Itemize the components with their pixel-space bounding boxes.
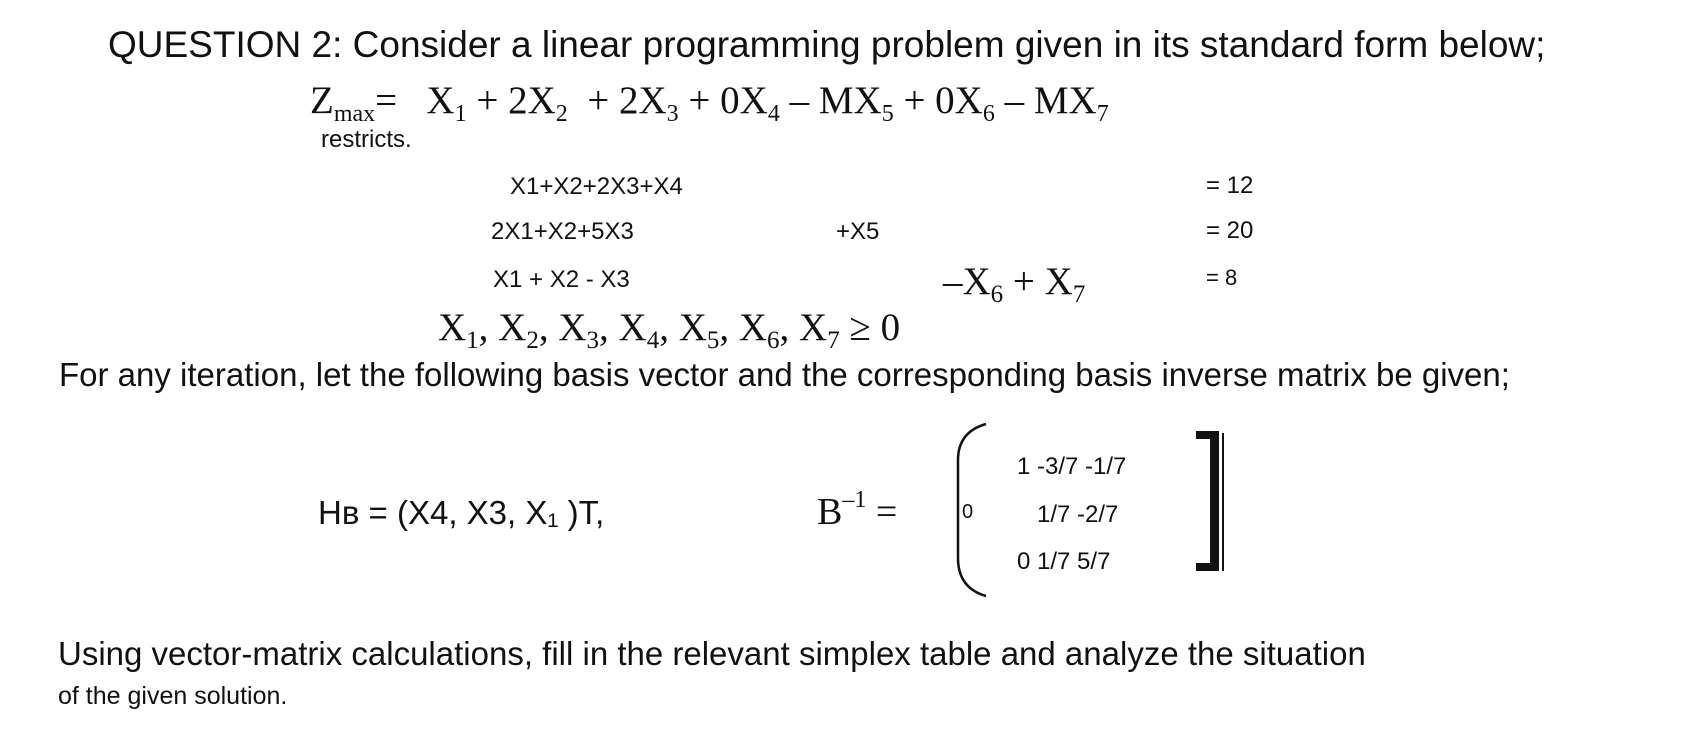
restricts-label: restricts. [321, 126, 412, 153]
basis-inverse-label [817, 487, 898, 534]
matrix-row-3: 0 1/7 5/7 [1017, 548, 1111, 575]
objective-term-3-sub: 3 [666, 101, 679, 127]
nn-var-5: , X [659, 306, 707, 349]
objective-z: Z [310, 79, 334, 122]
c3-term-1: –X [943, 260, 991, 303]
objective-term-1-post: + 2X [466, 79, 556, 122]
objective-term-1-pre: X [426, 79, 455, 122]
nn-var-1-sub: 1 [466, 327, 479, 354]
c3-term-2: + X [1003, 260, 1073, 303]
objective-term-2-post: + 2X [567, 79, 667, 122]
matrix-row-1: 1 -3/7 -1/7 [1017, 453, 1127, 480]
nn-relation: ≥ 0 [839, 306, 901, 349]
nn-var-6-sub: 6 [767, 327, 780, 354]
constraint-3-middle [943, 259, 1086, 308]
nn-var-7: , X [779, 306, 828, 349]
objective-z-subscript: max [333, 101, 376, 127]
binv-base: B [817, 491, 843, 533]
objective-term-6-sub: 6 [982, 101, 995, 127]
constraint-2-rhs: = 20 [1206, 217, 1254, 244]
nn-var-5-sub: 5 [706, 327, 720, 354]
nn-var-4: , X [599, 306, 647, 349]
nn-var-4-sub: 4 [646, 327, 660, 354]
binv-sup: –1 [842, 487, 867, 513]
matrix-row-2: 1/7 -2/7 [1037, 501, 1119, 528]
objective-term-6-post: – MX [994, 79, 1097, 122]
task-text-line-1: Using vector-matrix calculations, fill in the relevant simplex table and analyze the situation [58, 635, 1366, 672]
nn-var-6: , X [719, 306, 768, 349]
nn-var-1: X [438, 306, 467, 349]
objective-term-1-sub: 1 [454, 101, 467, 127]
matrix-row-2-lead: 0 [962, 501, 974, 523]
objective-term-4-post: – MX [779, 79, 882, 122]
c3-term-2-sub: 7 [1072, 281, 1086, 308]
constraint-1-left: X1+X2+2X3+X4 [510, 173, 683, 200]
objective-equals: = [375, 79, 398, 122]
constraint-1-rhs: = 12 [1206, 172, 1254, 199]
binv-equals: = [866, 491, 898, 533]
objective-term-4-sub: 4 [767, 101, 780, 127]
nn-var-3-sub: 3 [586, 327, 600, 354]
constraint-2-middle: +X5 [836, 218, 880, 245]
nonnegativity-constraint [438, 305, 901, 354]
objective-term-5-sub: 5 [881, 101, 894, 127]
objective-function [310, 78, 1109, 128]
objective-term-5-post: + 0X [893, 79, 983, 122]
intro-text: For any iteration, let the following basis vector and the corresponding basis inverse matrix be given; [59, 356, 1510, 393]
matrix-right-bracket [1190, 425, 1230, 575]
objective-term-3-post: + 0X [678, 79, 768, 122]
constraint-3-rhs: = 8 [1206, 265, 1238, 290]
task-text-line-2: of the given solution. [58, 682, 288, 710]
basis-vector: Hʙ = (X4, X3, X₁ )T, [318, 494, 605, 531]
constraint-2-left: 2X1+X2+5X3 [491, 218, 634, 245]
question-title: QUESTION 2: Consider a linear programming problem given in its standard form below; [108, 24, 1546, 65]
nn-var-2: , X [478, 306, 527, 349]
nn-var-2-sub: 2 [526, 327, 539, 354]
constraint-3-left: X1 + X2 - X3 [493, 266, 630, 293]
nn-var-3: , X [538, 306, 587, 349]
nn-var-7-sub: 7 [827, 327, 840, 354]
objective-term-2-sub: 2 [555, 101, 568, 127]
c3-term-1-sub: 6 [990, 281, 1004, 308]
objective-term-7-sub: 7 [1096, 101, 1109, 127]
